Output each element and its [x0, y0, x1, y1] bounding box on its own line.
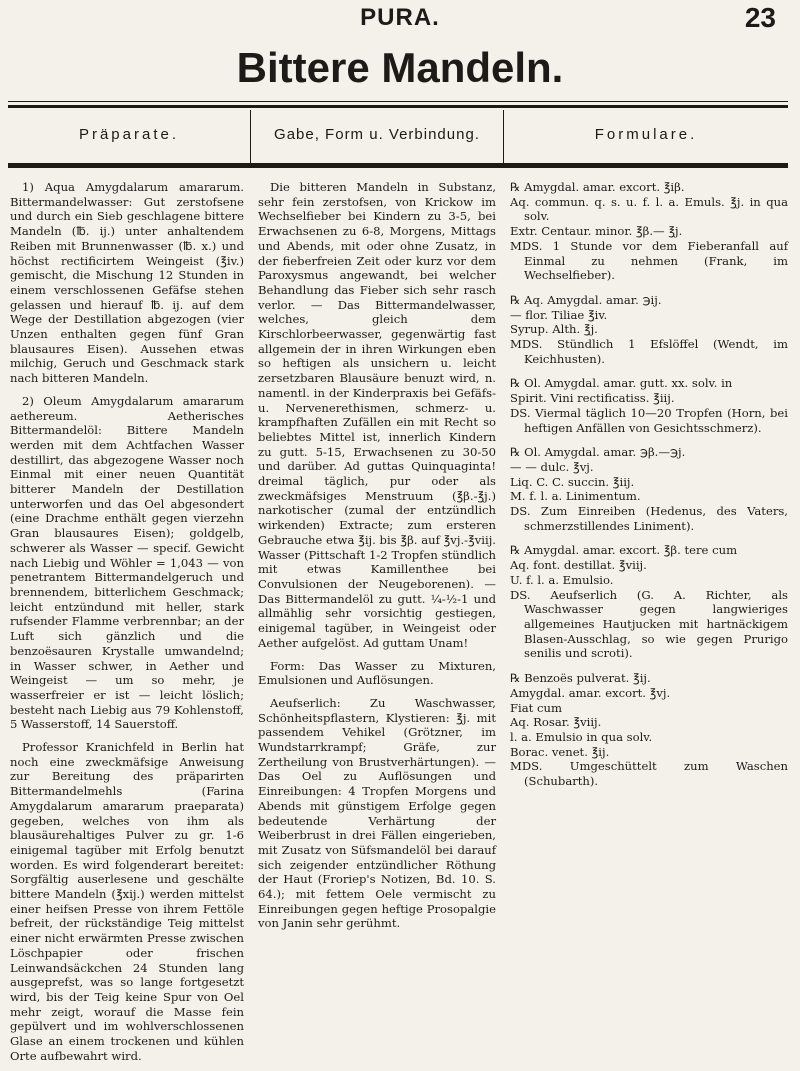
formula-1: ℞ Amygdal. amar. excort. ℥iβ. Aq. commun. q. s. u. f. l. a. Emuls. ℥j. in qua solv. Extr. Centaur. minor. ℥β.— ℥j. MDS. 1 Stunde vor dem Fieberanfall auf Einmal zu nehmen (Frank, im Wechselfieber). — [510, 180, 788, 283]
paragraph-farina: Professor Kranichfeld in Berlin hat noch eine zweckmäfsige Anweisung zur Bereitung des präparirten Bittermandelmehls (Farina Amygdalarum amararum praeparata) gegeben, welches von ihm als blausäurehaltiges Pulver zu gr. 1-6 einigemal tagüber mit Erfolg benutzt worden. Es wird folgenderart bereitet: Sorgfältig auserlesene und geschälte bittere Mandeln (℥xij.) werden mittelst einer heifsen Presse von ihrem Fettöle befreit, der rückständige Teig mittelst einer nicht erwärmten Presse zwischen Löschpapier oder frischen Leinwandsäckchen 24 Stunden lang ausgeprefst, was so lange fortgesetzt wird, bis der Teig keine Spur von Oel mehr zeigt, worauf die Masse fein gepülvert und im wohlverschlossenen Glase an einem trockenen und kühlen Orte aufbewahrt wird. — [10, 740, 244, 1063]
column-formulas — [510, 180, 788, 799]
column-heading-dose: Gabe, Form u. Verbindung. — [274, 126, 480, 143]
column-preparations — [10, 180, 244, 1071]
column-heading-preparations: Präparate. — [78, 126, 180, 143]
paragraph-oleum: 2) Oleum Amygdalarum amararum aethereum. Aetherisches Bittermandelöl: Bittere Mandeln werden mit dem Achtfachen Wasser destillirt, das abgezogene Wasser noch Einmal mit einer neuen Quantität bitterer Mandeln der Destillation unterworfen und das Oel abgesondert (eine Drachme enthält gegen vierzehn Gran blausaures Eisen); goldgelb, schwerer als Wasser — specif. Gewicht nach Liebig und Wöhler = 1,043 — von penetrantem Bittermandelgeruch und brennendem, bitterlichem Geschmack; leicht entzündund mit heller, stark rufsender Flamme verbrennbar; an der Luft sich gänzlich und die benzoësauren Krystalle umwandelnd; in Wasser schwer, in Aether und Weingeist — um so mehr, je wasserfreier er ist — leicht löslich; besteht nach Liebig aus 79 Kohlenstoff, 5 Wasserstoff, 14 Sauerstoff. — [10, 393, 244, 732]
formula-2: ℞ Aq. Amygdal. amar. ℈ij. — flor. Tiliae ℥iv. Syrup. Alth. ℥j. MDS. Stündlich 1 Efslöffel (Wendt, im Keichhusten). — [510, 292, 788, 366]
header-rule-bottom — [8, 163, 788, 168]
formula-5: ℞ Amygdal. amar. excort. ℥β. tere cum Aq. font. destillat. ℥viij. U. f. l. a. Emulsio. DS. Aeufserlich (G. A. Richter, als Waschwasser gegen langwieriges allgemeines Hautjucken mit hartnäckigem Blasen-Ausschlag, so wie gegen Prurigo senilis und scroti). — [510, 543, 788, 661]
paragraph-aqua: 1) Aqua Amygdalarum amararum. Bittermandelwasser: Gut zerstofsene und durch ein Sieb geschlagene bittere Mandeln (℔. ij.) unter anhaltendem Reiben mit Brunnenwasser (℔. x.) und höchst rectificirtem Weingeist (℥iv.) gemischt, die Mischung 12 Stunden in einem verschlossenen Gefäfse stehen gelassen und hierauf ℔. ij. auf dem Wege der Destillation abgezogen (vier Unzen enthalten gegen fünf Gran blausaures Eisen). Aussehen etwas milchig, Geruch und Geschmack stark nach bitteren Mandeln. — [10, 180, 244, 386]
paragraph-dose: Die bitteren Mandeln in Substanz, sehr fein zerstofsen, von Krickow im Wechselfieber bei Kindern zu 3-5, bei Erwachsenen zu 6-8, Morgens, Mittags und Abends, mit oder ohne Zusatz, in der fieberfreien Zeit oder kurz vor dem Paroxysmus angewandt, bei welcher Behandlung das Fieber sich sehr rasch verlor. — Das Bittermandelwasser, welches, gleich dem Kirschlorbeerwasser, gegenwärtig fast allgemein der in ihren Wirkungen eben so heftigen als unsichern u. leicht zersetzbaren Blausäure benuzt wird, n. namentl. in der Kinderpraxis bei Gefäfs- u. Nervenerethismen, schmerz- u. krampfhaften Zufällen ein mit Recht so beliebtes Mittel ist, innerlich Kindern zu gutt. 5-15, Erwachsenen zu 30-50 und darüber. Ad guttas Quinquaginta! dreimal täglich, pur oder als zweckmäfsiges Menstruum (℥β.-℥j.) narkotischer (zumal der entzündlich wirkenden) Extracte; zum ersteren Gebrauche etwa ℥ij. bis ℥β. auf ℥vj.-℥viij. Wasser (Pittschaft 1-2 Tropfen stündlich mit etwas Kamillenthee bei Convulsionen der Neugeborenen). — Das Bittermandelöl zu gutt. ¼-½-1 und allmählig sehr vorsichtig gestiegen, einigemal tagüber, in Weingeist oder Aether aufgelöst. Ad guttam Unam! — [258, 180, 496, 650]
page-number: 23 — [744, 2, 776, 33]
formula-4: ℞ Ol. Amygdal. amar. ℈β.—℈j. — — dulc. ℥vj. Liq. C. C. succin. ℥iij. M. f. l. a. Linimentum. DS. Zum Einreiben (Hedenus, des Vaters, schmerzstillendes Liniment). — [510, 445, 788, 533]
running-title: PURA. — [360, 4, 440, 31]
page-title: Bittere Mandeln. — [236, 44, 564, 91]
header-rule-thick — [8, 105, 788, 108]
formula-3: ℞ Ol. Amygdal. amar. gutt. xx. solv. in Spirit. Vini rectificatiss. ℥iij. DS. Viermal täglich 10—20 Tropfen (Horn, bei heftigen Anfällen von Gesichtsschmerz). — [510, 376, 788, 435]
column-dose — [258, 180, 496, 939]
running-head — [0, 4, 800, 34]
paragraph-external: Aeufserlich: Zu Waschwasser, Schönheitspflastern, Klystieren: ℥j. mit passendem Vehikel (Grötzner, im Wundstarrkrampf; Gräfe, zur Zertheilung von Brustverhärtungen). — Das Oel zu Auflösungen und Einreibungen: 4 Tropfen Morgens und Abends mit günstigem Erfolge gegen bedeutende Verhärtung der Weiberbrust in drei Fällen eingerieben, mit Zusatz von Süfsmandelöl bei darauf sich zeigender entzündlicher Röthung der Haut (Froriep's Notizen, Bd. 10. S. 64.); mit fettem Oele vermischt zu Einreibungen gegen heftige Prosopalgie von Janin sehr gerühmt. — [258, 695, 496, 931]
header-rule-top — [8, 101, 788, 102]
formula-6: ℞ Benzoës pulverat. ℥ij. Amygdal. amar. excort. ℥vj. Fiat cum Aq. Rosar. ℥viij. l. a. Emulsio in qua solv. Borac. venet. ℥ij. MDS. Umgeschüttelt zum Waschen (Schubarth). — [510, 671, 788, 789]
column-heading-formulas: Formulare. — [594, 126, 698, 143]
paragraph-form: Form: Das Wasser zu Mixturen, Emulsionen und Auflösungen. — [258, 658, 496, 688]
